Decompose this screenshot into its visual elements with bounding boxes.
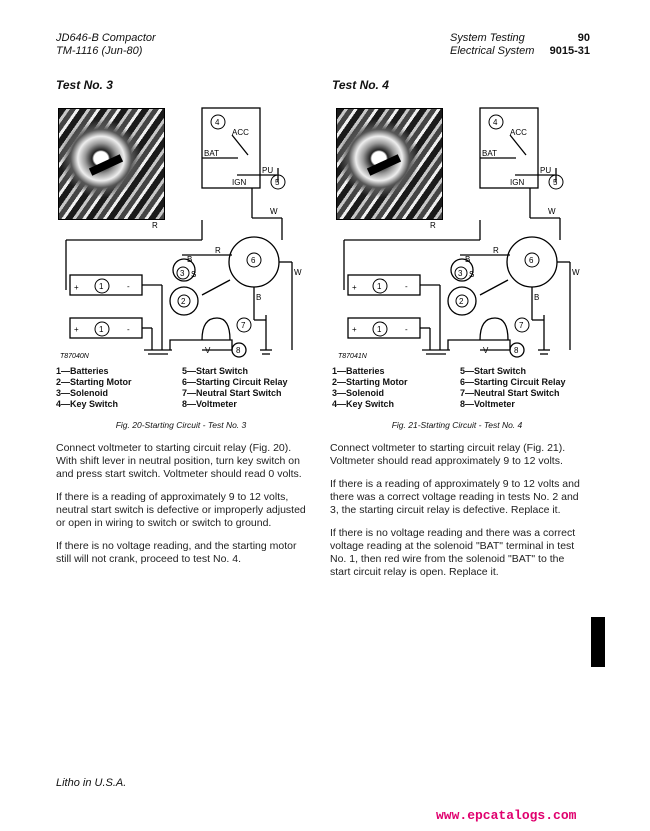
section-tab-marker	[591, 617, 605, 667]
label-w-top: W	[270, 207, 278, 216]
label-b: B	[534, 293, 540, 302]
label-6: 6	[529, 256, 534, 265]
label-plus-2: +	[352, 325, 357, 334]
section-title: System Testing	[450, 32, 525, 44]
label-3: 3	[180, 269, 185, 278]
legend-item: 5—Start Switch	[182, 366, 249, 376]
label-6: 6	[251, 256, 256, 265]
label-minus-1: -	[127, 282, 130, 291]
legend-fig21-right	[460, 366, 566, 410]
legend-item: 6—Starting Circuit Relay	[460, 377, 566, 387]
label-v: V	[483, 346, 489, 355]
wiring-diagram	[52, 100, 302, 362]
label-plus-2: +	[74, 325, 79, 334]
label-r-top: R	[430, 221, 436, 230]
label-4: 4	[215, 118, 220, 127]
figure-21	[330, 100, 580, 362]
label-5: 5	[275, 178, 280, 187]
label-1b: 1	[377, 325, 382, 334]
legend-item: 4—Key Switch	[56, 399, 119, 409]
label-pu: PU	[540, 166, 552, 175]
manual-title: JD646-B Compactor	[56, 32, 156, 44]
section-code: 9015-31	[549, 45, 590, 57]
label-3: 3	[458, 269, 463, 278]
footer-litho: Litho in U.S.A.	[56, 777, 127, 789]
paragraph: Connect voltmeter to starting circuit relay (Fig. 20). With shift lever in neutral position, turn key switch on and press start switch. Voltmeter should read 0 volts.	[56, 442, 302, 480]
legend-item: 1—Batteries	[332, 366, 385, 376]
label-acc: ACC	[232, 128, 249, 137]
watermark: www.epcatalogs.com	[436, 808, 577, 823]
legend-item: 1—Batteries	[56, 366, 109, 376]
label-bat: BAT	[204, 149, 219, 158]
figure-code: T87041N	[338, 353, 367, 360]
label-w-top: W	[548, 207, 556, 216]
figure-21-caption: Fig. 21-Starting Circuit - Test No. 4	[391, 420, 523, 430]
label-w-right: W	[572, 268, 580, 277]
label-2: 2	[181, 297, 186, 306]
legend-item: 5—Start Switch	[460, 366, 527, 376]
paragraph: Connect voltmeter to starting circuit relay (Fig. 21). Voltmeter should read approximately 9 to 12 volts.	[330, 442, 566, 467]
label-bat: BAT	[482, 149, 497, 158]
test4-title: Test No. 4	[332, 78, 389, 92]
legend-fig21-left	[332, 366, 408, 410]
paragraph: If there is a reading of approximately 9 to 12 volts, neutral start switch is defective or improperly adjusted or open in wiring to switch or switch to ground.	[56, 491, 306, 529]
label-plus-1: +	[352, 283, 357, 292]
label-2: 2	[459, 297, 464, 306]
legend-item: 6—Starting Circuit Relay	[182, 377, 288, 387]
label-plus-1: +	[74, 283, 79, 292]
legend-item: 3—Solenoid	[332, 388, 385, 398]
section-subtitle: Electrical System	[450, 45, 535, 57]
label-7: 7	[519, 321, 524, 330]
legend-item: 3—Solenoid	[56, 388, 109, 398]
label-acc: ACC	[510, 128, 527, 137]
paragraph: If there is a reading of approximately 9 to 12 volts and there was a correct voltage reading in tests No. 2 and 3, the starting circuit relay is defective. Replace it.	[330, 478, 580, 516]
legend-item: 7—Neutral Start Switch	[460, 388, 560, 398]
label-r-mid: R	[493, 246, 499, 255]
label-s: S	[469, 270, 475, 279]
wiring-diagram	[330, 100, 580, 362]
header-right	[450, 32, 590, 58]
label-pu: PU	[262, 166, 274, 175]
legend-item: 2—Starting Motor	[56, 377, 132, 387]
test3-title: Test No. 3	[56, 78, 113, 92]
label-b: B	[256, 293, 262, 302]
label-minus-2: -	[405, 325, 408, 334]
legend-fig20-right	[182, 366, 288, 410]
label-minus-2: -	[127, 325, 130, 334]
header-left	[56, 32, 156, 58]
test3-body	[56, 442, 306, 576]
label-r-top: R	[152, 221, 158, 230]
label-8: 8	[514, 346, 519, 355]
legend-item: 7—Neutral Start Switch	[182, 388, 282, 398]
label-1a: 1	[99, 282, 104, 291]
label-5: 5	[553, 178, 558, 187]
legend-item: 8—Voltmeter	[460, 399, 515, 409]
figure-20-caption: Fig. 20-Starting Circuit - Test No. 3	[115, 420, 247, 430]
test4-body	[330, 442, 580, 589]
legend-item: 2—Starting Motor	[332, 377, 408, 387]
page-number: 90	[577, 32, 590, 44]
label-1b: 1	[99, 325, 104, 334]
legend-item: 8—Voltmeter	[182, 399, 237, 409]
label-b-sol: B	[465, 255, 471, 264]
label-minus-1: -	[405, 282, 408, 291]
label-r-mid: R	[215, 246, 221, 255]
label-7: 7	[241, 321, 246, 330]
label-s: S	[191, 270, 197, 279]
paragraph: If there is no voltage reading and there was a correct voltage reading at the solenoid "BAT" terminal in test No. 1, then red wire from the solenoid "BAT" to the start circuit relay is open. Replace it.	[330, 527, 576, 578]
manual-number: TM-1116 (Jun-80)	[56, 45, 143, 57]
label-8: 8	[236, 346, 241, 355]
figure-code: T87040N	[60, 353, 89, 360]
paragraph: If there is no voltage reading, and the starting motor still will not crank, proceed to test No. 4.	[56, 540, 297, 565]
legend-item: 4—Key Switch	[332, 399, 395, 409]
label-4: 4	[493, 118, 498, 127]
legend-fig20-left	[56, 366, 132, 410]
label-v: V	[205, 346, 211, 355]
label-b-sol: B	[187, 255, 193, 264]
label-w-right: W	[294, 268, 302, 277]
label-ign: IGN	[510, 178, 525, 187]
label-ign: IGN	[232, 178, 247, 187]
label-1a: 1	[377, 282, 382, 291]
figure-20	[52, 100, 302, 362]
